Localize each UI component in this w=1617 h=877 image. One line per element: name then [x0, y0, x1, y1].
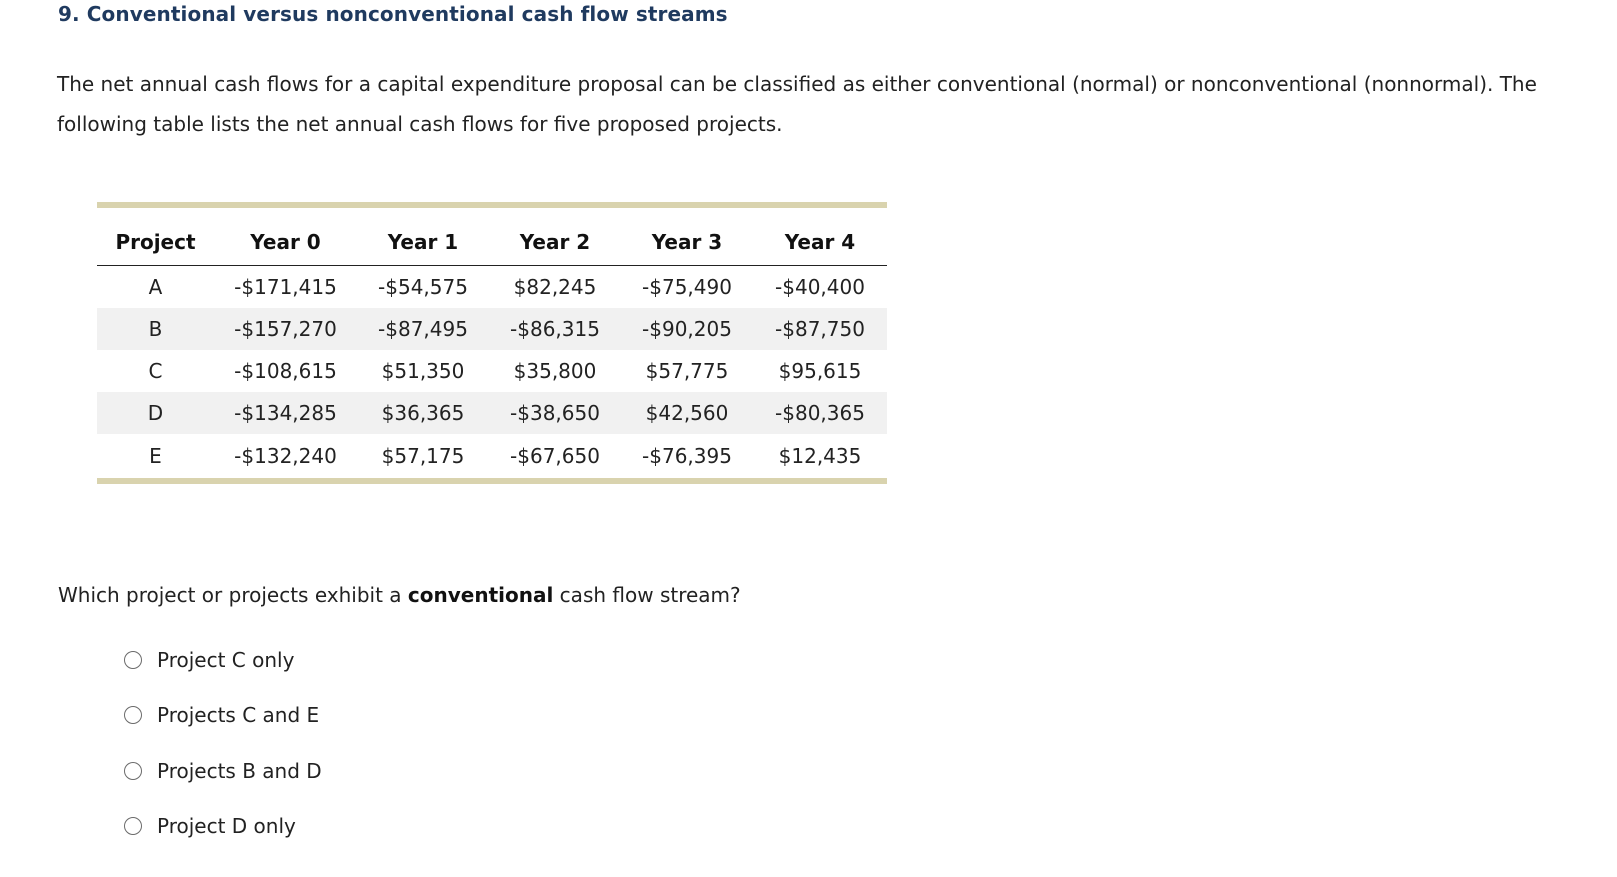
option-label: Projects C and E: [157, 703, 320, 727]
cash-flow-cell: $42,560: [621, 392, 753, 434]
header-year-0: Year 0: [214, 205, 357, 266]
project-cell: D: [97, 392, 214, 434]
cash-flow-cell: $35,800: [513, 359, 597, 383]
cash-flow-cell: -$90,205: [621, 308, 753, 350]
cash-flow-cell: -$171,415: [234, 275, 337, 299]
option-label: Project D only: [157, 814, 296, 838]
cash-flow-cell: -$87,495: [357, 308, 489, 350]
project-cell: E: [149, 444, 162, 468]
radio-button[interactable]: [124, 817, 142, 835]
answer-option[interactable]: [124, 814, 296, 838]
radio-button[interactable]: [124, 651, 142, 669]
cash-flow-cell: -$54,575: [378, 275, 468, 299]
option-label: Project C only: [157, 648, 295, 672]
cash-flow-cell: -$67,650: [510, 444, 600, 468]
cash-flow-cell: -$132,240: [234, 444, 337, 468]
header-project: Project: [97, 205, 214, 266]
answer-option[interactable]: [124, 759, 322, 783]
header-year-1: Year 1: [357, 205, 489, 266]
question-intro: The net annual cash flows for a capital expenditure proposal can be classified as either conventional (normal) or nonconventional (nonnormal). The following table lists the net annual cash flows for five proposed projects.: [57, 72, 1537, 136]
table-header-row: [97, 205, 887, 266]
table-row: [97, 350, 887, 392]
question-prompt: [58, 583, 741, 607]
header-year-2: Year 2: [489, 205, 621, 266]
cash-flow-cell: $95,615: [778, 359, 862, 383]
cash-flow-cell: -$86,315: [489, 308, 621, 350]
cash-flow-cell: $51,350: [381, 359, 465, 383]
prompt-emphasis: conventional: [407, 583, 554, 607]
cash-flow-cell: -$38,650: [489, 392, 621, 434]
option-label: Projects B and D: [157, 759, 322, 783]
cash-flow-cell: $36,365: [357, 392, 489, 434]
cash-flow-cell: $12,435: [778, 444, 862, 468]
prompt-text-after: cash flow stream?: [553, 583, 741, 607]
cash-flow-table: [97, 202, 887, 484]
question-title: 9. Conventional versus nonconventional cash flow streams: [58, 2, 728, 26]
header-year-4: Year 4: [753, 205, 887, 266]
table-row: [97, 434, 887, 481]
answer-option[interactable]: [124, 703, 319, 727]
cash-flow-cell: -$75,490: [642, 275, 732, 299]
answer-option[interactable]: [124, 648, 294, 672]
cash-flow-cell: $82,245: [513, 275, 597, 299]
cash-flow-cell: -$40,400: [775, 275, 865, 299]
cash-flow-cell: -$134,285: [214, 392, 357, 434]
cash-flow-cell: -$157,270: [214, 308, 357, 350]
project-cell: A: [148, 275, 163, 299]
project-cell: B: [97, 308, 214, 350]
cash-flow-cell: -$108,615: [234, 359, 337, 383]
cash-flow-cell: -$76,395: [642, 444, 732, 468]
table-row: [97, 392, 887, 434]
radio-button[interactable]: [124, 762, 142, 780]
radio-button[interactable]: [124, 706, 142, 724]
cash-flow-cell: -$80,365: [753, 392, 887, 434]
cash-flow-cell: -$87,750: [753, 308, 887, 350]
prompt-text-before: Which project or projects exhibit a: [58, 583, 408, 607]
cash-flow-cell: $57,775: [645, 359, 729, 383]
project-cell: C: [148, 359, 163, 383]
cash-flow-cell: $57,175: [381, 444, 465, 468]
table-row: [97, 308, 887, 350]
header-year-3: Year 3: [621, 205, 753, 266]
table-row: [97, 266, 887, 309]
